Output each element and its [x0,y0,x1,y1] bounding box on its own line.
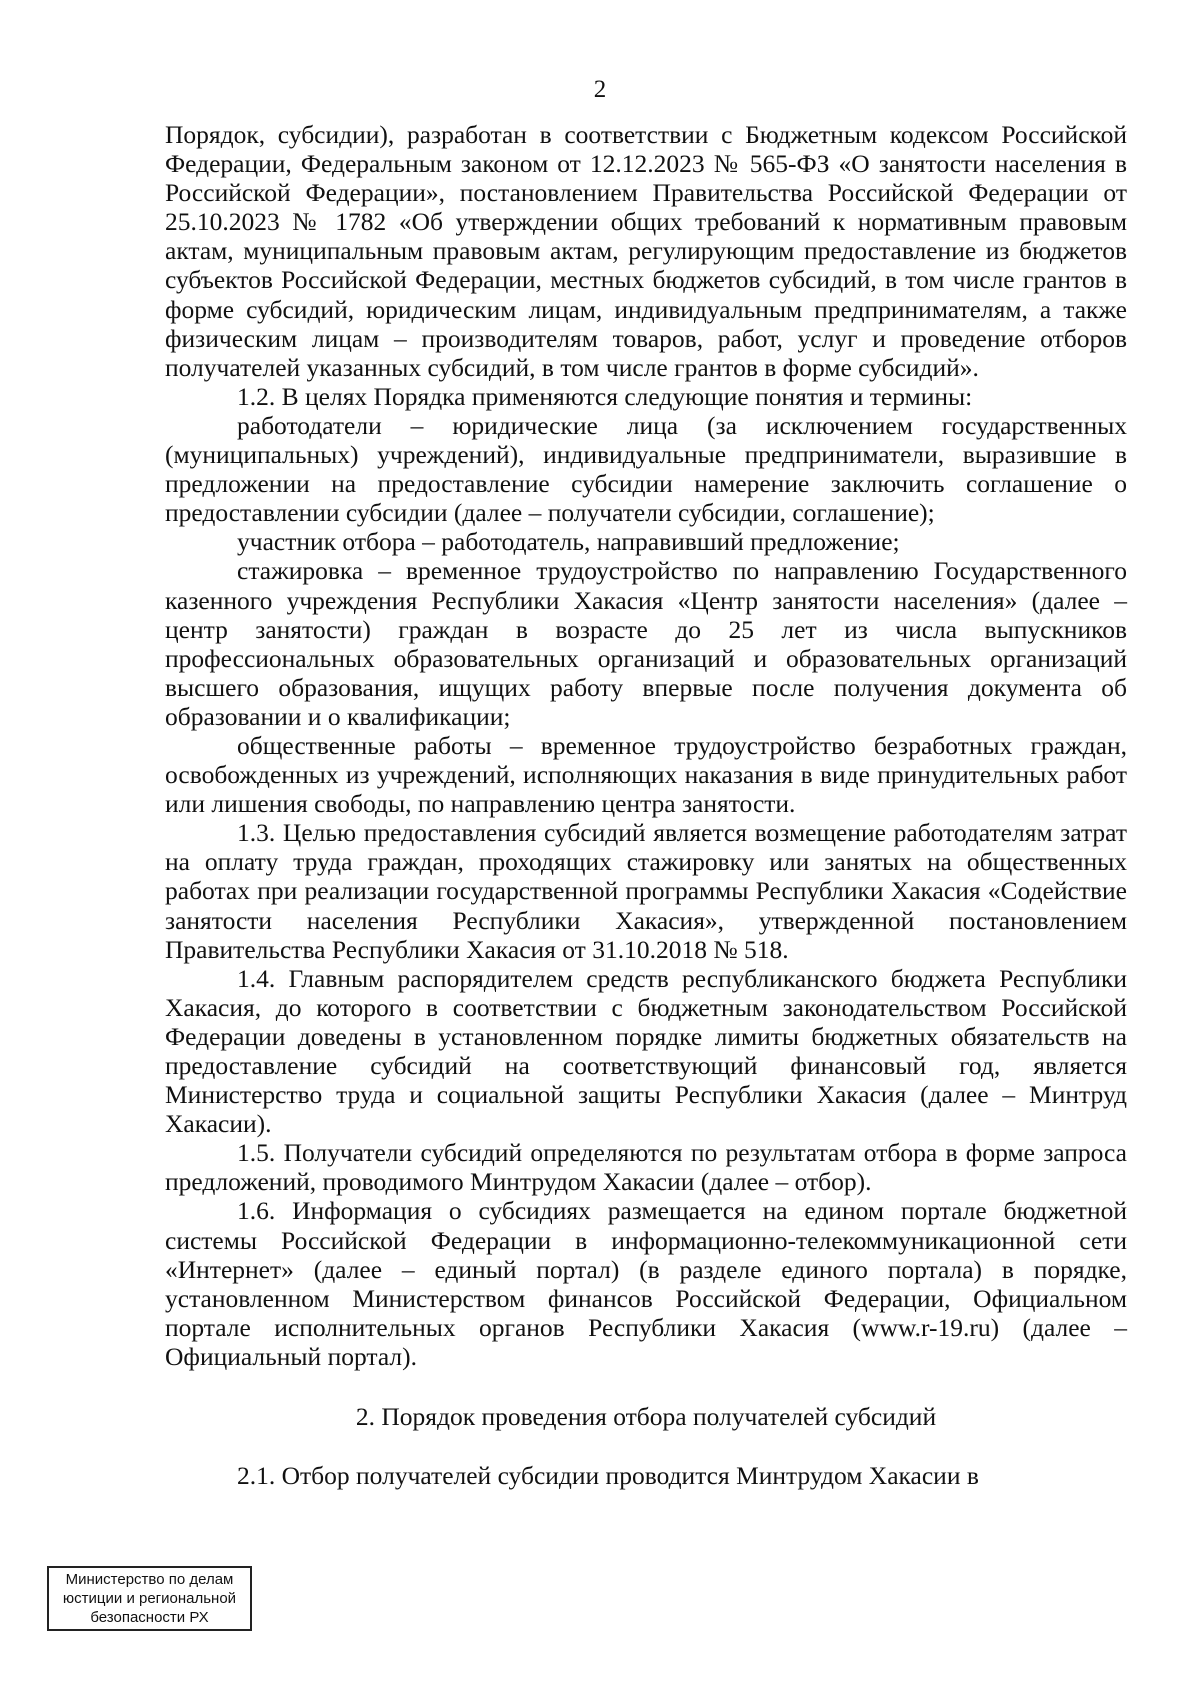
section-2-heading: 2. Порядок проведения отбора получателей субсидий [355,1402,937,1432]
page-number: 2 [593,76,607,103]
definition-employers: работодатели – юридические лица (за исключением государственных (муниципальных) учреждений), индивидуальные предприниматели, выразившие в предложении на предоставление субсидии намерение заключить соглашение о предоставлении субсидии (далее – получатели субсидии, соглашение); [165,410,1127,528]
stamp-line-2: юстиции и региональной [62,1590,237,1607]
definition-public-works: общественные работы – временное трудоустройство безработных граждан, освобожденных из учреждений, исполняющих наказания в виде принудительных работ или лишения свободы, по направлению центра занятости. [165,730,1127,819]
paragraph-1-5: 1.5. Получатели субсидий определяются по результатам отбора в форме запроса предложений, проводимого Минтрудом Хакасии (далее – отбор). [165,1138,1127,1197]
stamp-line-3: безопасности РХ [90,1609,209,1626]
ministry-stamp [47,1566,252,1631]
definition-selection-participant: участник отбора – работодатель, направивший предложение; [237,527,900,557]
paragraph-2-1: 2.1. Отбор получателей субсидии проводится Минтрудом Хакасии в [237,1461,979,1491]
paragraph-1-6: 1.6. Информация о субсидиях размещается на едином портале бюджетной системы Российской Федерации в информационно-телекоммуникационной сети «Интернет» (далее – единый портал) (в разделе единого портала) в порядке, установленном Министерством финансов Российской Федерации, Официальном портале исполнительных органов Республики Хакасия (www.r-19.ru) (далее – Официальный портал). [165,1196,1127,1371]
paragraph-1-2: 1.2. В целях Порядка применяются следующие понятия и термины: [237,381,973,411]
document-body [165,120,1127,1490]
stamp-line-1: Министерство по делам [65,1571,234,1588]
definition-internship: стажировка – временное трудоустройство по направлению Государственного казенного учреждения Республики Хакасия «Центр занятости населения» (далее – центр занятости) граждан в возрасте до 25 лет из числа выпускников профессиональных образовательных организаций и образовательных организаций высшего образования, ищущих работу впервые после получения документа об образовании и о квалификации; [165,556,1127,731]
paragraph-continuation: Порядок, субсидии), разработан в соответствии с Бюджетным кодексом Российской Федерации, Федеральным законом от 12.12.2023 № 565-ФЗ «О занятости населения в Российской Федерации», постановлением Правительства Российской Федерации от 25.10.2023 № 1782 «Об утверждении общих требований к нормативным правовым актам, муниципальным правовым актам, регулирующим предоставление из бюджетов субъектов Российской Федерации, местных бюджетов субсидий, в том числе грантов в форме субсидий, юридическим лицам, индивидуальным предпринимателям, а также физическим лицам – производителям товаров, работ, услуг и проведение отборов получателей указанных субсидий, в том числе грантов в форме субсидий». [165,120,1127,382]
paragraph-1-3: 1.3. Целью предоставления субсидий является возмещение работодателям затрат на оплату труда граждан, проходящих стажировку или занятых на общественных работах при реализации государственной программы Республики Хакасия «Содействие занятости населения Республики Хакасия», утвержденной постановлением Правительства Республики Хакасия от 31.10.2018 № 518. [165,818,1127,964]
paragraph-1-4: 1.4. Главным распорядителем средств республиканского бюджета Республики Хакасия, до которого в соответствии с бюджетным законодательством Российской Федерации доведены в установленном порядке лимиты бюджетных обязательств на предоставление субсидий на соответствующий финансовый год, является Министерство труда и социальной защиты Республики Хакасия (далее – Минтруд Хакасии). [165,963,1127,1139]
